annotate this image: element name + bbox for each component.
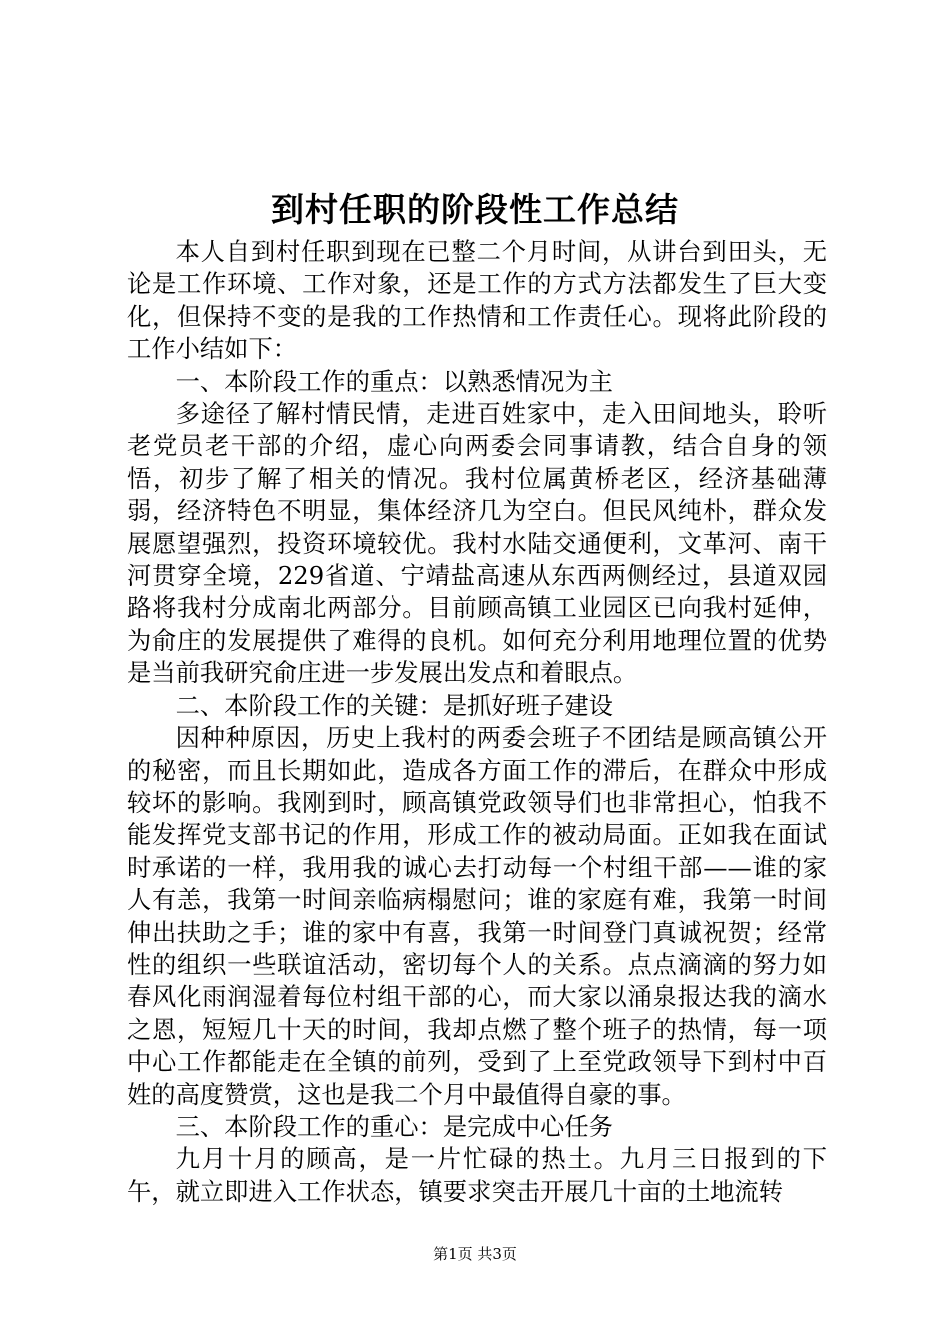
document-body — [127, 236, 827, 1208]
section-heading-1: 一、本阶段工作的重点：以熟悉情况为主 — [175, 366, 613, 396]
paragraph-section-2: 因种种原因，历史上我村的两委会班子不团结是顾高镇公开的秘密，而且长期如此，造成各方面工作的滞后，在群众中形成较坏的影响。我刚到时，顾高镇党政领导们也非常担心，怕我不能发挥党支部书记的作用，形成工作的被动局面。正如我在面试时承诺的一样，我用我的诚心去打动每一个村组干部——谁的家人有恙，我第一时间亲临病榻慰问；谁的家庭有难，我第一时间伸出扶助之手；谁的家中有喜，我第一时间登门真诚祝贺；经常性的组织一些联谊活动，密切每个人的关系。点点滴滴的努力如春风化雨润湿着每位村组干部的心，而大家以涌泉报达我的滴水之恩，短短几十天的时间，我却点燃了整个班子的热情，每一项中心工作都能走在全镇的前列，受到了上至党政领导下到村中百姓的高度赞赏，这也是我二个月中最值得自豪的事。 — [127, 723, 827, 1109]
section-heading-2: 二、本阶段工作的关键：是抓好班子建设 — [175, 690, 613, 720]
document-title: 到村任职的阶段性工作总结 — [271, 190, 679, 229]
paragraph-section-3: 九月十月的顾高，是一片忙碌的热土。九月三日报到的下午，就立即进入工作状态，镇要求突击开展几十亩的土地流转 — [127, 1144, 827, 1206]
paragraph-section-1: 多途径了解村情民情，走进百姓家中，走入田间地头，聆听老党员老干部的介绍，虚心向两委会同事请教，结合自身的领悟，初步了解了相关的情况。我村位属黄桥老区，经济基础薄弱，经济特色不明显，集体经济几为空白。但民风纯朴，群众发展愿望强烈，投资环境较优。我村水陆交通便利，文革河、南干河贯穿全境，229省道、宁靖盐高速从东西两侧经过，县道双园路将我村分成南北两部分。目前顾高镇工业园区已向我村延伸，为俞庄的发展提供了难得的良机。如何充分利用地理位置的优势是当前我研究俞庄进一步发展出发点和着眼点。 — [127, 399, 827, 688]
section-heading-3: 三、本阶段工作的重心：是完成中心任务 — [175, 1111, 613, 1141]
page-footer: 第1页 共3页 — [433, 1245, 517, 1263]
paragraph-intro: 本人自到村任职到现在已整二个月时间，从讲台到田头，无论是工作环境、工作对象，还是工作的方式方法都发生了巨大变化，但保持不变的是我的工作热情和工作责任心。现将此阶段的工作小结如下： — [127, 237, 827, 364]
